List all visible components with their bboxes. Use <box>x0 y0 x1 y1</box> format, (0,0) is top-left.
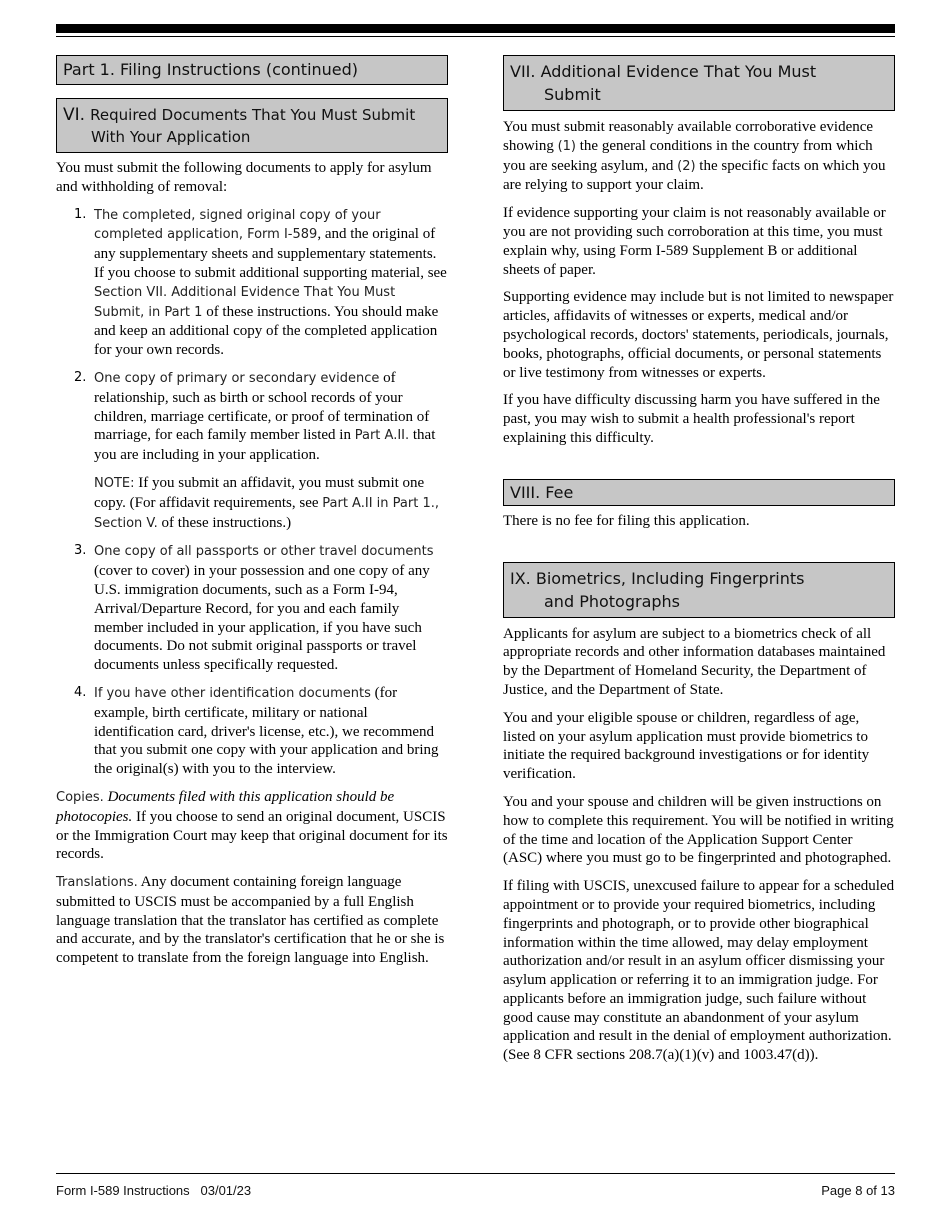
translations-text: Any document containing foreign language submitted to USCIS must be accompanied by a full English language translation that the translator has certified as complete and accurate, and by the translator's certification that he or she is competent to translate from the foreign language into English. <box>56 874 445 967</box>
part-header <box>56 55 448 85</box>
list-item <box>56 684 448 779</box>
left-column <box>56 55 448 977</box>
p1-c: the general conditions in the country from which you are seeking asylum, and <box>503 137 873 174</box>
translations-label: Translations. <box>56 875 138 891</box>
note-a: If you submit an affidavit, you must submit one copy. (For affidavit requirements, see <box>94 474 425 511</box>
section-viii-number: VIII. <box>510 482 541 502</box>
required-docs-list-cont <box>56 542 448 779</box>
list-item <box>56 369 448 465</box>
item-number: 3. <box>74 543 87 559</box>
list-item <box>56 206 448 360</box>
item3-a: One copy of all <box>94 544 196 560</box>
biometrics-paragraph-1: Applicants for asylum are subject to a biometrics check of all appropriate records and other information databases maintained by the Department of Homeland Security, the Department of Justice, and the Department of State. <box>503 625 886 698</box>
item3-b: passports <box>195 544 259 560</box>
section-viii-header <box>503 479 895 506</box>
p1-a: You must submit reasonably available corroborative evidence showing <box>503 119 874 154</box>
item1-text2: of these instructions. You should make and keep an additional copy of the completed application for your own records. <box>94 303 439 359</box>
copies-label: Copies. <box>56 789 104 805</box>
section-vi-header <box>56 98 448 153</box>
footer-rule <box>56 1173 895 1174</box>
item3-d: other travel documents <box>280 544 434 560</box>
list-item <box>56 542 448 675</box>
item2-b: primary <box>176 370 228 386</box>
evidence-paragraph-1 <box>503 118 895 195</box>
section-vii-header <box>503 55 895 111</box>
fee-paragraph: There is no fee for filing this application. <box>503 512 750 529</box>
p1-e: the specific facts on which you are relying to support your claim. <box>503 157 886 194</box>
section-ix-header <box>503 562 895 618</box>
biometrics-paragraph-2: You and your eligible spouse or children, regardless of age, listed on your asylum application must provide biometrics to initiate the required background investigations or for identity verification. <box>503 709 870 783</box>
right-column <box>503 55 895 1074</box>
top-rule-thick <box>56 24 895 33</box>
required-docs-list <box>56 206 448 465</box>
section-ix-title-a: Biometrics, Including Fingerprints <box>535 568 805 588</box>
item2-f: Part A.II. <box>354 428 410 444</box>
note-label: NOTE: <box>94 475 135 491</box>
item4-c: (for example, birth certificate, military or national identification card, driver's license, etc.), we recommend that you submit one copy with your application and bring the original(s) with you to the interview. <box>94 684 439 778</box>
section-viii-title: Fee <box>545 482 574 502</box>
p1-b: (1) <box>557 138 577 154</box>
item3-c: or <box>258 544 281 560</box>
affidavit-note <box>56 474 448 533</box>
item1-ref: Section VII. Additional Evidence That You Must Submit, in Part 1 <box>94 284 396 320</box>
required-docs-intro: You must submit the following documents to apply for asylum and withholding of removal: <box>56 160 432 195</box>
item2-g: that you are including in your application. <box>94 427 436 464</box>
p1-d: (2) <box>677 158 696 174</box>
section-vii-title-b: Submit <box>544 85 601 104</box>
biometrics-paragraph-3: You and your spouse and children will be given instructions on how to complete this requirement. You will be notified in writing of the time and location of the Application Support Center (ASC) where you must go to be fingerprinted and photographed. <box>503 793 894 867</box>
evidence-paragraph-2: If evidence supporting your claim is not reasonably available or you are not providing such corroboration at this time, you must explain why, using Form I-589 Supplement B or additional sheets of paper. <box>503 205 886 278</box>
section-vii-number: VII. <box>510 62 536 81</box>
copies-italic: Documents filed with this application should be photocopies. <box>56 788 395 825</box>
item1-text: , and the original of any supplementary sheets and supplementary statements. If you choose to submit additional supporting material, see <box>94 226 447 281</box>
item2-c: or <box>227 370 249 386</box>
section-ix-title-b: and Photographs <box>544 591 680 611</box>
item1-label: The completed, signed original copy of your completed application, Form I-589 <box>94 207 381 243</box>
item-number: 2. <box>74 369 87 385</box>
section-vi-title-b: With Your Application <box>91 128 251 146</box>
evidence-paragraph-3: Supporting evidence may include but is not limited to newspaper articles, affidavits of witnesses or experts, medical and/or psychological records, doctors' statements, periodicals, journals, books, photographs, official documents, or personal statements or live testimony from witnesses or experts. <box>503 289 894 381</box>
footer-form-id: Form I-589 Instructions 03/01/23 <box>56 1183 252 1198</box>
part-header-text: Part 1. Filing Instructions (continued) <box>63 60 359 79</box>
section-vi-title-a: Required Documents That You Must Submit <box>90 106 416 124</box>
item-number: 4. <box>74 684 87 700</box>
copies-text: If you choose to send an original document, USCIS or the Immigration Court may keep that original document for its records. <box>56 808 448 863</box>
biometrics-paragraph-4: If filing with USCIS, unexcused failure to appear for a scheduled appointment or to provide your required biometrics, including fingerprints and photograph, or to provide other biographical information within the time allowed, may delay employment authorization and/or result in an asylum officer dismissing your asylum application or referring it to an immigration judge. For applicants before an immigration judge, such failure without good cause may constitute an abandonment of your asylum application and result in the denial of employment authorization. (See 8 CFR sections 208.7(a)(1)(v) and 1003.47(d)). <box>503 878 895 1064</box>
item-number: 1. <box>74 206 87 222</box>
footer-page-number: Page 8 of 13 <box>821 1183 895 1198</box>
item2-d: secondary evidence <box>248 370 380 386</box>
item2-e: of relationship, such as birth or school records of your children, marriage certificate, or proof of termination of marriage, for each family member listed in <box>94 369 430 444</box>
note-b: Part A.II in Part 1., Section V. <box>94 495 439 531</box>
copies-paragraph <box>56 788 448 864</box>
item2-a: One copy of <box>94 370 177 386</box>
item4-b: other identification documents <box>170 685 371 701</box>
item4-a: If you have <box>94 685 171 701</box>
section-vii-title-a: Additional Evidence That You Must <box>540 62 817 81</box>
translations-paragraph <box>56 873 448 968</box>
note-c: of these instructions.) <box>157 514 292 531</box>
evidence-paragraph-4: If you have difficulty discussing harm you have suffered in the past, you may wish to submit a health professional's report explaining this difficulty. <box>503 392 880 446</box>
section-vi-number: VI. <box>63 105 86 125</box>
top-rule-thin <box>56 36 895 37</box>
item3-e: (cover to cover) in your possession and one copy of any U.S. immigration documents, such as a Form I-94, Arrival/Departure Record, for you and each family member included in your application, if you have such documents. Do not submit original passports or travel documents unless specifically requested. <box>94 563 430 674</box>
section-ix-number: IX. <box>510 568 531 588</box>
